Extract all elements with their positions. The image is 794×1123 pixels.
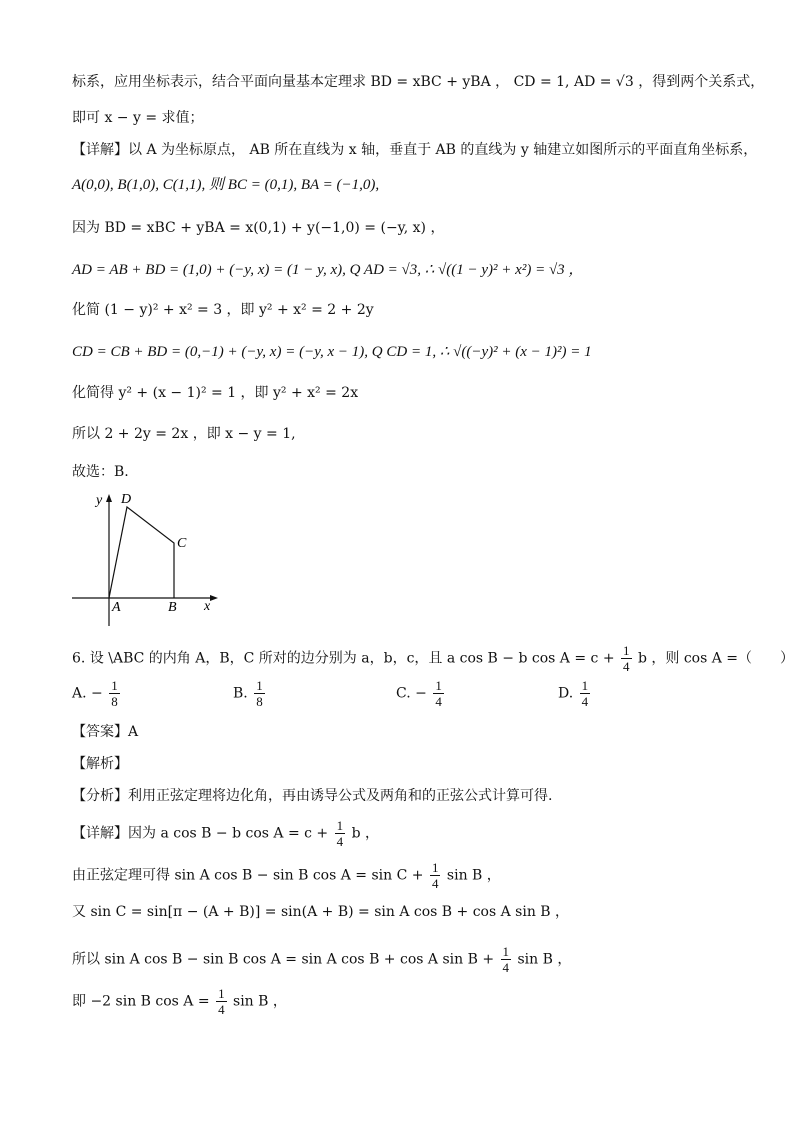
label-y: y: [96, 493, 103, 508]
solution-line-8: CD = CB + BD = (0,−1) + (−y, x) = (−y, x − 1), Q CD = 1, ∴ √((−y)² + (x − 1)²) = 1: [72, 344, 592, 360]
option-b: B. $\frac{1}{8}$: [233, 678, 263, 709]
analysis-heading: 【解析】: [72, 756, 128, 772]
option-d: D. $\frac{1}{4}$: [558, 678, 589, 709]
option-c: C. − $\frac{1}{4}$: [396, 678, 442, 709]
solution-line-1: 标系，应用坐标表示，结合平面向量基本定理求 BD = xBC + yBA ， CD = 1, AD = √3 ，得到两个关系式，: [72, 74, 765, 90]
solution-line-6: AD = AB + BD = (1,0) + (−y, x) = (1 − y, x), Q AD = √3, ∴ √((1 − y)² + x²) = √3 ，: [72, 262, 584, 278]
detail-line-5: 即 −2 sin B cos A = $\frac{1}{4}$ sin B ，: [72, 986, 287, 1017]
solution-line-11: 故选：B.: [72, 464, 129, 480]
analysis: 【分析】利用正弦定理将边化角，再由诱导公式及两角和的正弦公式计算可得.: [72, 788, 553, 804]
detail-line-4: 所以 sin A cos B − sin B cos A = sin A cos B + cos A sin B + $\frac{1}{4}$ sin B ，: [72, 944, 572, 975]
question-6: [72, 643, 794, 674]
detail-line-1: 【详解】因为 a cos B − b cos A = c + $\frac{1}{4}$ b ，: [72, 818, 379, 849]
label-x: x: [204, 599, 211, 614]
coordinate-figure: [66, 486, 226, 631]
detail-line-3: 又 sin C = sin[π − (A + B)] = sin(A + B) = sin A cos B + cos A sin B ，: [72, 904, 570, 920]
question-fraction: [621, 643, 632, 674]
label-B: B: [168, 600, 177, 615]
question-frac-den: 4: [623, 659, 630, 674]
y-axis-arrow: [106, 494, 112, 502]
solution-line-7: 化简 (1 − y)² + x² = 3 ，即 y² + x² = 2 + 2y: [72, 302, 374, 318]
x-axis-arrow: [210, 595, 218, 601]
solution-line-4: A(0,0), B(1,0), C(1,1), 则 BC = (0,1), BA = (−1,0),: [72, 177, 380, 193]
question-frac-num: 1: [623, 643, 630, 658]
option-a: A. − $\frac{1}{8}$: [72, 678, 118, 709]
label-C: C: [177, 536, 187, 551]
label-D: D: [121, 492, 132, 507]
solution-line-10: 所以 2 + 2y = 2x ，即 x − y = 1,: [72, 426, 296, 442]
solution-line-3: 【详解】以 A 为坐标原点， AB 所在直线为 x 轴，垂直于 AB 的直线为 y 轴建立如图所示的平面直角坐标系，: [72, 142, 758, 158]
question-text-pre: 6. 设 \ABC 的内角 A，B，C 所对的边分别为 a，b，c，且 a cos B − b cos A = c +: [72, 650, 615, 667]
solution-line-9: 化简得 y² + (x − 1)² = 1 ，即 y² + x² = 2x: [72, 385, 359, 401]
solution-line-2: 即可 x − y = 求值；: [72, 110, 204, 126]
answer: 【答案】A: [72, 724, 139, 740]
label-A: A: [112, 600, 121, 615]
detail-line-2: 由正弦定理可得 sin A cos B − sin B cos A = sin C + $\frac{1}{4}$ sin B ，: [72, 860, 501, 891]
question-text-post: b ，则 cos A =（ ）: [637, 650, 794, 667]
quadrilateral: [109, 507, 174, 598]
solution-line-5: 因为 BD = xBC + yBA = x(0,1) + y(−1,0) = (−y, x) ，: [72, 220, 445, 236]
